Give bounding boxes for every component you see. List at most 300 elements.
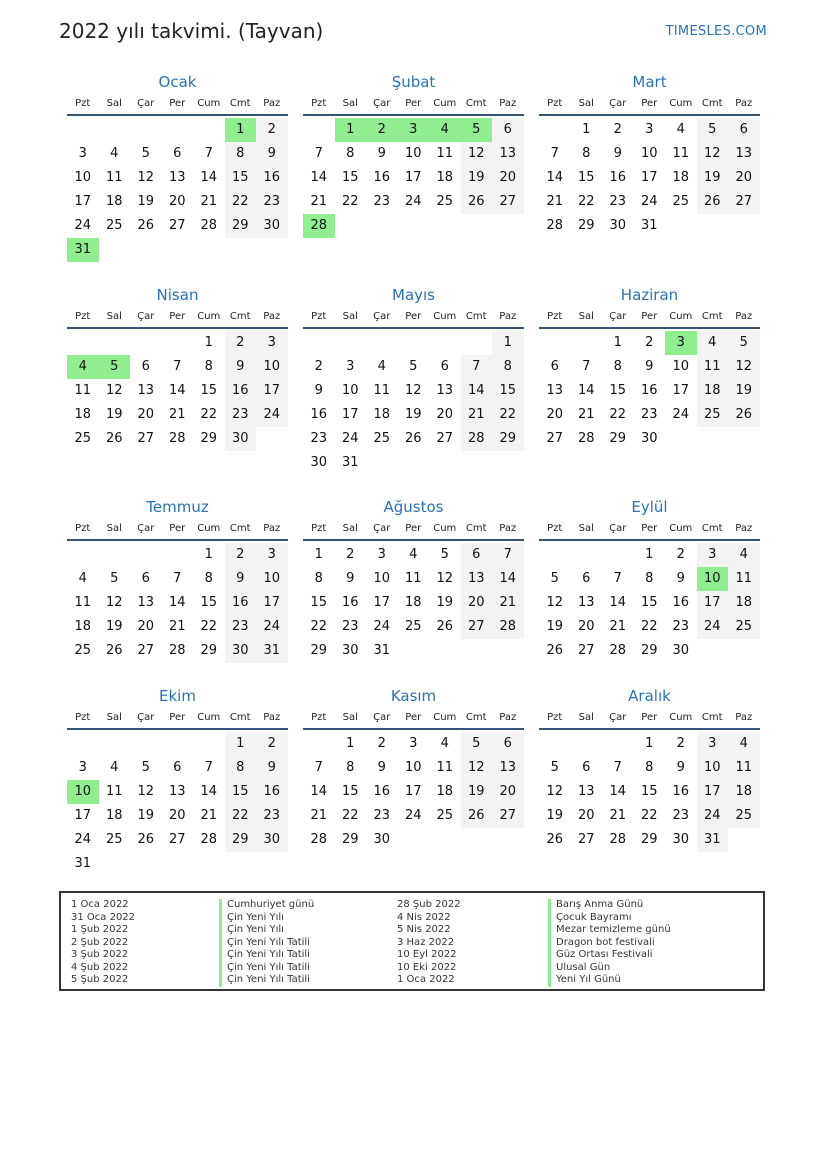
day-cell: 30 — [225, 427, 257, 451]
empty-cell — [193, 732, 225, 756]
weekday-label: Çar — [137, 98, 155, 109]
weekday-label: Paz — [735, 98, 753, 109]
holiday-day-cell: 3 — [398, 118, 430, 142]
day-cell: 26 — [461, 190, 493, 214]
weekday-label: Paz — [499, 712, 517, 723]
weekday-label: Per — [405, 523, 422, 534]
day-cell: 23 — [225, 403, 257, 427]
day-cell: 27 — [546, 431, 564, 446]
day-cell: 24 — [256, 615, 288, 639]
day-cell: 25 — [728, 615, 760, 639]
empty-cell — [162, 543, 194, 567]
day-cell: 19 — [105, 619, 123, 634]
empty-cell — [539, 118, 571, 142]
weekday-header — [67, 523, 288, 541]
empty-cell — [67, 118, 99, 142]
day-cell: 30 — [672, 643, 690, 658]
weekday-label: Cmt — [701, 523, 723, 534]
day-cell: 17 — [341, 407, 359, 422]
weekday-label: Çar — [373, 311, 391, 322]
holiday-day-cell: 4 — [67, 355, 99, 379]
month-name: Mayıs — [392, 286, 435, 304]
day-cell: 26 — [105, 431, 123, 446]
day-cell: 13 — [577, 784, 595, 799]
legend-holiday-name: Mezar temizleme günü — [548, 924, 671, 937]
day-cell: 26 — [137, 218, 155, 233]
day-cell: 4 — [728, 543, 760, 567]
weekday-label: Sal — [342, 523, 358, 534]
day-cell: 7 — [582, 359, 591, 374]
day-cell: 5 — [110, 571, 119, 586]
day-cell: 29 — [492, 427, 524, 451]
day-cell: 25 — [105, 832, 123, 847]
day-cell: 21 — [609, 619, 627, 634]
day-cell: 28 — [609, 643, 627, 658]
day-cell: 1 — [225, 732, 257, 756]
day-cell: 17 — [74, 194, 92, 209]
weekday-label: Cmt — [465, 523, 487, 534]
day-cell: 28 — [168, 431, 186, 446]
day-cell: 11 — [436, 146, 454, 161]
day-cell: 1 — [204, 335, 213, 350]
day-cell: 25 — [728, 804, 760, 828]
day-cell: 31 — [341, 455, 359, 470]
day-cell: 17 — [404, 784, 422, 799]
legend-holiday-name: Çin Yeni Yılı Tatili — [219, 962, 314, 975]
day-cell: 8 — [225, 142, 257, 166]
legend-holiday-name: Cumhuriyet günü — [219, 899, 314, 912]
day-cell: 2 — [346, 547, 355, 562]
day-cell: 20 — [728, 166, 760, 190]
holiday-day-cell: 4 — [429, 118, 461, 142]
day-cell: 14 — [310, 170, 328, 185]
legend-date: 10 Eki 2022 — [397, 961, 457, 973]
weekday-header — [67, 712, 288, 730]
day-cell: 22 — [341, 808, 359, 823]
empty-cell — [130, 118, 162, 142]
day-cell: 22 — [225, 804, 257, 828]
day-cell: 16 — [310, 407, 328, 422]
day-cell: 11 — [105, 784, 123, 799]
month-name: Ocak — [158, 73, 197, 91]
day-cell: 25 — [436, 194, 454, 209]
day-cell: 12 — [436, 571, 454, 586]
weekday-label: Cum — [669, 98, 693, 109]
day-cell: 11 — [697, 355, 729, 379]
day-cell: 27 — [492, 190, 524, 214]
day-cell: 27 — [492, 804, 524, 828]
day-cell: 12 — [105, 595, 123, 610]
weekday-label: Pzt — [547, 712, 563, 723]
day-cell: 19 — [546, 808, 564, 823]
day-cell: 13 — [168, 784, 186, 799]
day-grid — [539, 732, 760, 852]
empty-cell — [571, 732, 603, 756]
day-cell: 10 — [697, 756, 729, 780]
day-cell: 16 — [256, 166, 288, 190]
day-cell: 19 — [728, 379, 760, 403]
day-cell: 13 — [728, 142, 760, 166]
day-cell: 28 — [168, 643, 186, 658]
weekday-label: Cmt — [701, 311, 723, 322]
day-cell: 18 — [672, 170, 690, 185]
holiday-day-cell: 10 — [67, 780, 99, 804]
day-cell: 5 — [728, 331, 760, 355]
weekday-label: Sal — [578, 523, 594, 534]
day-cell: 6 — [728, 118, 760, 142]
day-cell: 25 — [74, 643, 92, 658]
day-cell: 3 — [697, 543, 729, 567]
day-cell: 17 — [640, 170, 658, 185]
day-cell: 2 — [645, 335, 654, 350]
weekday-label: Cmt — [229, 311, 251, 322]
day-cell: 7 — [314, 146, 323, 161]
day-cell: 27 — [436, 431, 454, 446]
day-cell: 15 — [341, 170, 359, 185]
day-cell: 17 — [256, 379, 288, 403]
day-cell: 17 — [256, 591, 288, 615]
month-block — [539, 285, 760, 451]
day-cell: 22 — [341, 194, 359, 209]
day-cell: 31 — [373, 643, 391, 658]
weekday-header — [67, 311, 288, 329]
empty-cell — [162, 118, 194, 142]
day-cell: 16 — [672, 784, 690, 799]
day-cell: 9 — [377, 146, 386, 161]
legend-date: 5 Şub 2022 — [71, 974, 129, 985]
day-cell: 11 — [728, 756, 760, 780]
day-cell: 6 — [461, 543, 493, 567]
day-cell: 13 — [546, 383, 564, 398]
holiday-day-cell: 5 — [461, 118, 493, 142]
day-cell: 13 — [492, 756, 524, 780]
day-cell: 8 — [346, 760, 355, 775]
day-cell: 8 — [314, 571, 323, 586]
day-cell: 9 — [256, 756, 288, 780]
day-cell: 29 — [640, 832, 658, 847]
day-cell: 30 — [256, 214, 288, 238]
weekday-label: Cum — [669, 712, 693, 723]
empty-cell — [303, 732, 335, 756]
day-cell: 30 — [609, 218, 627, 233]
day-cell: 22 — [640, 808, 658, 823]
day-cell: 28 — [492, 615, 524, 639]
legend-date: 5 Nis 2022 — [397, 924, 451, 935]
day-cell: 11 — [74, 595, 92, 610]
legend-date: 1 Oca 2022 — [71, 899, 129, 910]
day-cell: 16 — [373, 170, 391, 185]
day-cell: 28 — [310, 832, 328, 847]
day-cell: 20 — [168, 194, 186, 209]
day-cell: 25 — [436, 808, 454, 823]
weekday-label: Cmt — [701, 98, 723, 109]
weekday-label: Paz — [499, 311, 517, 322]
legend-date: 2 Şub 2022 — [71, 936, 129, 948]
day-cell: 18 — [728, 591, 760, 615]
day-cell: 4 — [440, 736, 449, 751]
day-cell: 6 — [173, 760, 182, 775]
day-cell: 9 — [613, 146, 622, 161]
month-block — [67, 72, 288, 262]
day-cell: 20 — [168, 808, 186, 823]
weekday-label: Çar — [373, 712, 391, 723]
day-cell: 8 — [492, 355, 524, 379]
legend-holiday-name: Dragon bot festivali — [548, 937, 671, 950]
legend-names-right — [548, 899, 671, 987]
legend-holiday-name: Çocuk Bayramı — [548, 912, 671, 925]
weekday-label: Cum — [433, 98, 457, 109]
day-cell: 15 — [225, 780, 257, 804]
day-cell: 15 — [609, 383, 627, 398]
day-cell: 14 — [492, 567, 524, 591]
empty-cell — [539, 732, 571, 756]
day-cell: 24 — [74, 832, 92, 847]
day-cell: 21 — [168, 619, 186, 634]
day-cell: 5 — [141, 760, 150, 775]
day-cell: 23 — [256, 190, 288, 214]
day-cell: 24 — [697, 615, 729, 639]
weekday-label: Çar — [137, 311, 155, 322]
weekday-label: Çar — [609, 98, 627, 109]
weekday-label: Pzt — [311, 98, 327, 109]
weekday-label: Pzt — [75, 523, 91, 534]
day-cell: 13 — [436, 383, 454, 398]
weekday-label: Cmt — [465, 98, 487, 109]
day-cell: 10 — [74, 170, 92, 185]
day-cell: 27 — [168, 832, 186, 847]
holiday-day-cell: 1 — [225, 118, 257, 142]
day-cell: 21 — [609, 808, 627, 823]
day-cell: 23 — [373, 808, 391, 823]
month-name: Şubat — [391, 73, 436, 91]
legend-holiday-name: Çin Yeni Yılı Tatili — [219, 937, 314, 950]
day-cell: 16 — [640, 383, 658, 398]
day-cell: 10 — [373, 571, 391, 586]
day-cell: 25 — [672, 194, 690, 209]
day-cell: 28 — [200, 832, 218, 847]
weekday-label: Cmt — [701, 712, 723, 723]
day-cell: 26 — [461, 804, 493, 828]
weekday-label: Per — [169, 311, 186, 322]
day-cell: 12 — [461, 142, 493, 166]
day-cell: 5 — [440, 547, 449, 562]
day-cell: 26 — [697, 190, 729, 214]
weekday-label: Çar — [373, 523, 391, 534]
weekday-label: Pzt — [547, 523, 563, 534]
day-cell: 4 — [676, 122, 685, 137]
day-cell: 15 — [225, 166, 257, 190]
day-cell: 30 — [640, 431, 658, 446]
day-cell: 25 — [697, 403, 729, 427]
weekday-label: Cum — [433, 712, 457, 723]
day-cell: 30 — [256, 828, 288, 852]
day-grid — [67, 543, 288, 663]
day-cell: 27 — [728, 190, 760, 214]
day-cell: 27 — [168, 218, 186, 233]
empty-cell — [571, 543, 603, 567]
day-cell: 10 — [256, 567, 288, 591]
weekday-label: Sal — [578, 311, 594, 322]
weekday-label: Paz — [499, 98, 517, 109]
weekday-label: Cum — [197, 98, 221, 109]
day-cell: 27 — [137, 431, 155, 446]
day-cell: 10 — [341, 383, 359, 398]
day-cell: 8 — [204, 571, 213, 586]
day-cell: 19 — [461, 166, 493, 190]
legend-date: 1 Oca 2022 — [397, 974, 455, 985]
day-cell: 30 — [341, 643, 359, 658]
day-cell: 24 — [256, 403, 288, 427]
day-cell: 11 — [672, 146, 690, 161]
empty-cell — [602, 732, 634, 756]
day-cell: 10 — [672, 359, 690, 374]
day-cell: 8 — [645, 571, 654, 586]
day-cell: 11 — [728, 567, 760, 591]
legend-holiday-name: Ulusal Gün — [548, 962, 671, 975]
empty-cell — [130, 331, 162, 355]
day-cell: 8 — [613, 359, 622, 374]
weekday-header — [539, 712, 760, 730]
day-cell: 18 — [404, 595, 422, 610]
brand-link[interactable]: TIMESLES.COM — [665, 24, 767, 39]
day-cell: 19 — [404, 407, 422, 422]
day-cell: 2 — [613, 122, 622, 137]
weekday-label: Per — [405, 712, 422, 723]
day-cell: 20 — [577, 619, 595, 634]
day-cell: 31 — [640, 218, 658, 233]
day-cell: 14 — [200, 784, 218, 799]
day-cell: 12 — [137, 170, 155, 185]
day-cell: 2 — [314, 359, 323, 374]
day-cell: 8 — [225, 756, 257, 780]
day-cell: 18 — [697, 379, 729, 403]
day-cell: 10 — [256, 355, 288, 379]
weekday-label: Pzt — [75, 98, 91, 109]
weekday-label: Paz — [263, 311, 281, 322]
day-cell: 5 — [461, 732, 493, 756]
day-cell: 14 — [200, 170, 218, 185]
empty-cell — [335, 331, 367, 355]
weekday-label: Cmt — [229, 98, 251, 109]
day-cell: 1 — [613, 335, 622, 350]
day-cell: 21 — [461, 403, 493, 427]
day-cell: 6 — [440, 359, 449, 374]
empty-cell — [99, 118, 131, 142]
day-cell: 26 — [105, 643, 123, 658]
day-cell: 23 — [640, 407, 658, 422]
day-cell: 12 — [105, 383, 123, 398]
weekday-label: Paz — [263, 98, 281, 109]
legend-holiday-name: Yeni Yıl Günü — [548, 974, 671, 987]
empty-cell — [162, 331, 194, 355]
day-cell: 8 — [346, 146, 355, 161]
holiday-day-cell: 1 — [335, 118, 367, 142]
month-block — [539, 686, 760, 852]
day-cell: 19 — [697, 166, 729, 190]
day-cell: 18 — [436, 784, 454, 799]
month-name: Mart — [632, 73, 667, 91]
day-cell: 15 — [577, 170, 595, 185]
day-cell: 23 — [609, 194, 627, 209]
day-cell: 11 — [74, 383, 92, 398]
day-cell: 6 — [582, 760, 591, 775]
weekday-label: Paz — [735, 523, 753, 534]
holiday-day-cell: 2 — [366, 118, 398, 142]
day-cell: 7 — [204, 760, 213, 775]
day-cell: 20 — [492, 166, 524, 190]
day-cell: 29 — [200, 431, 218, 446]
empty-cell — [130, 732, 162, 756]
weekday-label: Sal — [106, 523, 122, 534]
weekday-label: Sal — [106, 311, 122, 322]
day-cell: 6 — [173, 146, 182, 161]
day-cell: 9 — [225, 567, 257, 591]
day-cell: 9 — [377, 760, 386, 775]
day-cell: 16 — [225, 591, 257, 615]
day-cell: 28 — [200, 218, 218, 233]
day-cell: 15 — [200, 595, 218, 610]
legend-holiday-name: Güz Ortası Festivali — [548, 949, 671, 962]
day-cell: 9 — [225, 355, 257, 379]
day-cell: 28 — [577, 431, 595, 446]
day-cell: 17 — [697, 591, 729, 615]
day-cell: 10 — [404, 760, 422, 775]
day-cell: 11 — [373, 383, 391, 398]
day-cell: 24 — [404, 808, 422, 823]
day-cell: 11 — [436, 760, 454, 775]
weekday-label: Çar — [609, 523, 627, 534]
weekday-label: Paz — [263, 523, 281, 534]
month-block — [67, 497, 288, 663]
empty-cell — [429, 331, 461, 355]
weekday-label: Cum — [669, 523, 693, 534]
weekday-label: Per — [405, 311, 422, 322]
day-grid — [303, 732, 524, 852]
day-cell: 3 — [409, 736, 418, 751]
empty-cell — [67, 543, 99, 567]
day-cell: 29 — [225, 214, 257, 238]
day-cell: 16 — [672, 595, 690, 610]
empty-cell — [99, 732, 131, 756]
day-cell: 24 — [672, 407, 690, 422]
day-cell: 8 — [582, 146, 591, 161]
day-cell: 22 — [609, 407, 627, 422]
day-cell: 23 — [672, 808, 690, 823]
day-cell: 14 — [546, 170, 564, 185]
day-cell: 4 — [78, 571, 87, 586]
legend-date: 3 Haz 2022 — [397, 936, 455, 948]
month-name: Ağustos — [383, 498, 444, 516]
day-cell: 17 — [373, 595, 391, 610]
holiday-day-cell: 28 — [303, 214, 335, 238]
day-cell: 22 — [640, 619, 658, 634]
empty-cell — [539, 543, 571, 567]
day-cell: 24 — [697, 804, 729, 828]
day-cell: 13 — [577, 595, 595, 610]
day-cell: 15 — [640, 784, 658, 799]
day-cell: 13 — [461, 567, 493, 591]
weekday-label: Per — [169, 712, 186, 723]
day-cell: 4 — [110, 146, 119, 161]
day-cell: 28 — [609, 832, 627, 847]
day-cell: 18 — [105, 194, 123, 209]
day-cell: 7 — [613, 571, 622, 586]
weekday-header — [539, 523, 760, 541]
legend-names-left — [219, 899, 314, 987]
day-cell: 4 — [377, 359, 386, 374]
day-cell: 18 — [105, 808, 123, 823]
day-cell: 20 — [436, 407, 454, 422]
